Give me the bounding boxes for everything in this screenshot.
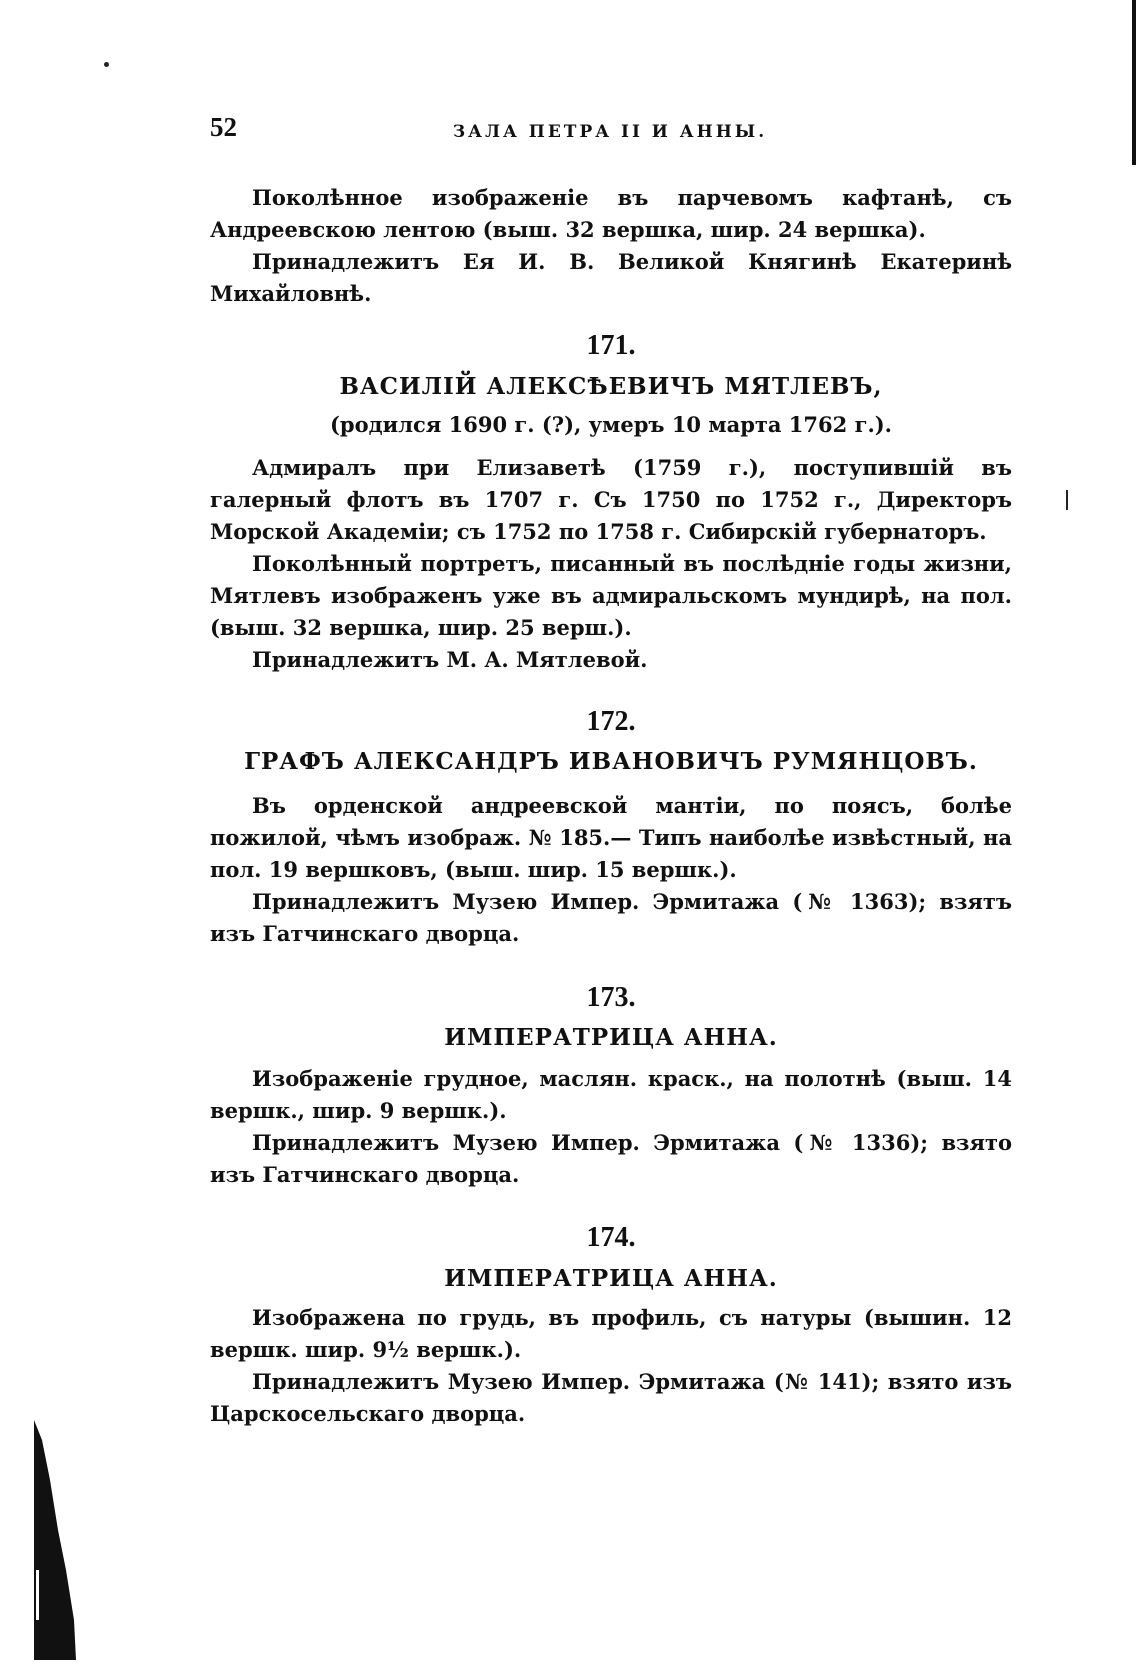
paragraph: Принадлежитъ М. А. Мятлевой. (252, 647, 648, 672)
scan-edge-line (1132, 0, 1136, 165)
entry-text (210, 1063, 1012, 1191)
paragraph: Адмиралъ при Елизаветѣ (1759 г.), поступившій въ галерный флотъ въ 1707 г. Съ 1750 по 1752 г., Директоръ Морской Академіи; съ 1752 по 1758 г. Сибирскій губернаторъ. (210, 455, 1012, 544)
paragraph: Принадлежитъ Музею Импер. Эрмитажа (№ 1336); взято изъ Гатчинскаго дворца. (210, 1130, 1012, 1187)
entry-text (210, 790, 1012, 950)
entry-title: ВАСИЛІЙ АЛЕКСѢЕВИЧЪ МЯТЛЕВЪ, (339, 373, 883, 400)
entry-title: ГРАФЪ АЛЕКСАНДРЪ ИВАНОВИЧЪ РУМЯНЦОВЪ. (244, 748, 978, 775)
entry-number: 171. (586, 330, 636, 361)
entry-title: ИМПЕРАТРИЦА АННА. (444, 1024, 778, 1051)
scan-edge-mark (1066, 490, 1068, 510)
paragraph: Изображеніе грудное, маслян. краск., на полотнѣ (выш. 14 вершк., шир. 9 вершк.). (210, 1066, 1012, 1123)
binding-shadow (30, 1420, 80, 1660)
page-header (210, 112, 1010, 152)
paragraph: Поколѣнное изображеніе въ парчевомъ кафтанѣ, съ Андреевскою лентою (выш. 32 вершка, шир. 24 вершка). (210, 185, 1012, 242)
entry-title: ИМПЕРАТРИЦА АННА. (444, 1265, 778, 1292)
paragraph: Принадлежитъ Ея И. В. Великой Княгинѣ Екатеринѣ Михайловнѣ. (210, 249, 1012, 306)
entry-number: 173. (586, 982, 636, 1013)
page-number: 52 (210, 112, 237, 142)
paragraph: Принадлежитъ Музею Импер. Эрмитажа (№ 141); взято изъ Царскосельскаго дворца. (210, 1369, 1012, 1426)
paragraph: Изображена по грудь, въ профиль, съ натуры (вышин. 12 вершк. шир. 9½ вершк.). (210, 1305, 1012, 1362)
paragraph: Принадлежитъ Музею Импер. Эрмитажа (№ 1363); взятъ изъ Гатчинскаго дворца. (210, 889, 1012, 946)
entry-text (210, 1302, 1012, 1430)
entry-text (210, 452, 1012, 676)
intro-text (210, 182, 1012, 310)
paragraph: Поколѣнный портретъ, писанный въ послѣдніе годы жизни, Мятлевъ изображенъ уже въ адмиральскомъ мундирѣ, на пол. (выш. 32 вершка, шир. 25 верш.). (210, 551, 1012, 640)
scan-edge-mark (104, 62, 109, 67)
entry-number: 174. (586, 1222, 636, 1253)
entry-number: 172. (586, 706, 636, 737)
running-title: ЗАЛА ПЕТРА II И АННЫ. (452, 122, 768, 142)
entry-dates: (родился 1690 г. (?), умеръ 10 марта 1762 г.). (330, 412, 892, 437)
paragraph: Въ орденской андреевской мантіи, по поясъ, болѣе пожилой, чѣмъ изображ. № 185.— Типъ наиболѣе извѣстный, на пол. 19 вершковъ, (выш. шир. 15 вершк.). (210, 793, 1012, 882)
